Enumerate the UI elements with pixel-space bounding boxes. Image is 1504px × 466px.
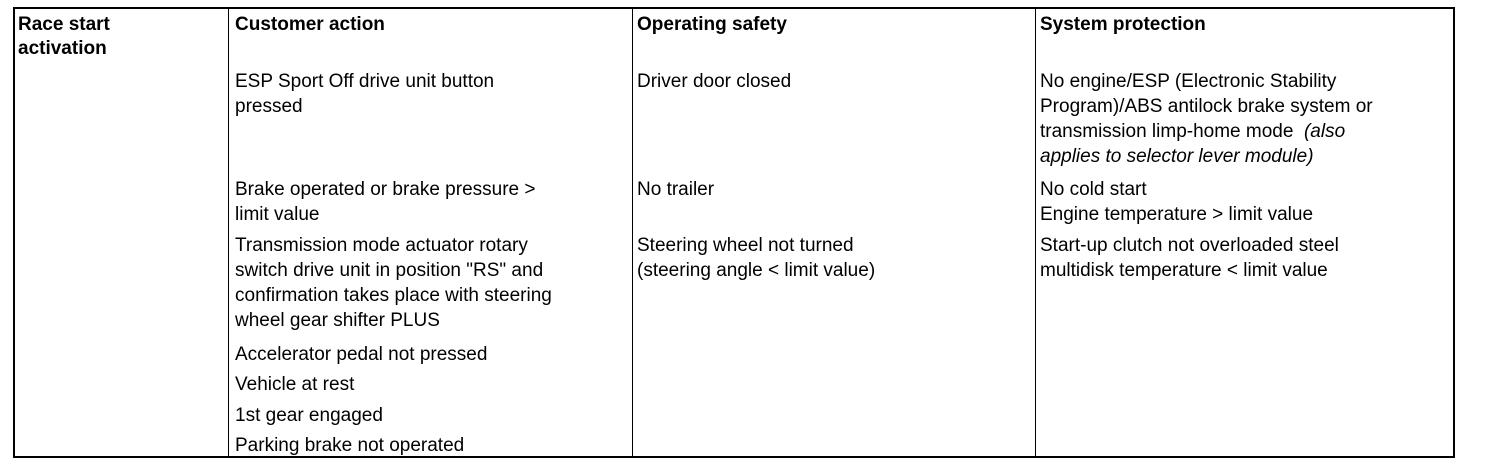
customer-action-row1-line2: pressed: [235, 96, 303, 117]
customer-action-row1-line1: ESP Sport Off drive unit button: [235, 71, 495, 92]
header-race-start-line1: Race start: [18, 14, 110, 35]
customer-action-row2-line2: limit value: [235, 204, 320, 225]
column-divider-2: [632, 9, 633, 456]
system-protection-row1-line3-text: transmission limp-home mode: [1040, 121, 1294, 142]
header-race-start-line2: activation: [18, 38, 107, 59]
customer-action-row4: Accelerator pedal not pressed: [235, 344, 488, 365]
race-start-table: [13, 7, 1455, 458]
header-system-protection: System protection: [1040, 14, 1206, 35]
system-protection-row3-line2: multidisk temperature < limit value: [1040, 260, 1328, 281]
system-protection-row3-line1: Start-up clutch not overloaded steel: [1040, 235, 1339, 256]
customer-action-row6: 1st gear engaged: [235, 405, 383, 426]
column-divider-1: [228, 9, 229, 456]
customer-action-row3-line1: Transmission mode actuator rotary: [235, 235, 528, 256]
system-protection-row2-line2: Engine temperature > limit value: [1040, 204, 1314, 225]
operating-safety-row2: No trailer: [637, 179, 715, 200]
customer-action-row3-line2: switch drive unit in position "RS" and: [235, 260, 544, 281]
operating-safety-row3-line2: (steering angle < limit value): [637, 260, 876, 281]
customer-action-row3-line4: wheel gear shifter PLUS: [235, 310, 440, 331]
system-protection-row1-line3-italic: (also: [1303, 121, 1346, 142]
system-protection-row1-line1: No engine/ESP (Electronic Stability: [1040, 71, 1337, 92]
operating-safety-row3-line1: Steering wheel not turned: [637, 235, 854, 256]
system-protection-row1-line3: [1040, 119, 1345, 144]
system-protection-row1-line4: applies to selector lever module): [1040, 146, 1314, 167]
system-protection-row2-line1: No cold start: [1040, 179, 1147, 200]
customer-action-row3-line3: confirmation takes place with steering: [235, 285, 552, 306]
header-operating-safety: Operating safety: [637, 14, 787, 35]
column-divider-3: [1035, 9, 1036, 456]
system-protection-row1-line2: Program)/ABS antilock brake system or: [1040, 96, 1373, 117]
customer-action-row7: Parking brake not operated: [235, 435, 465, 456]
customer-action-row5: Vehicle at rest: [235, 374, 355, 395]
header-customer-action: Customer action: [235, 14, 385, 35]
customer-action-row2-line1: Brake operated or brake pressure >: [235, 179, 536, 200]
operating-safety-row1: Driver door closed: [637, 71, 792, 92]
